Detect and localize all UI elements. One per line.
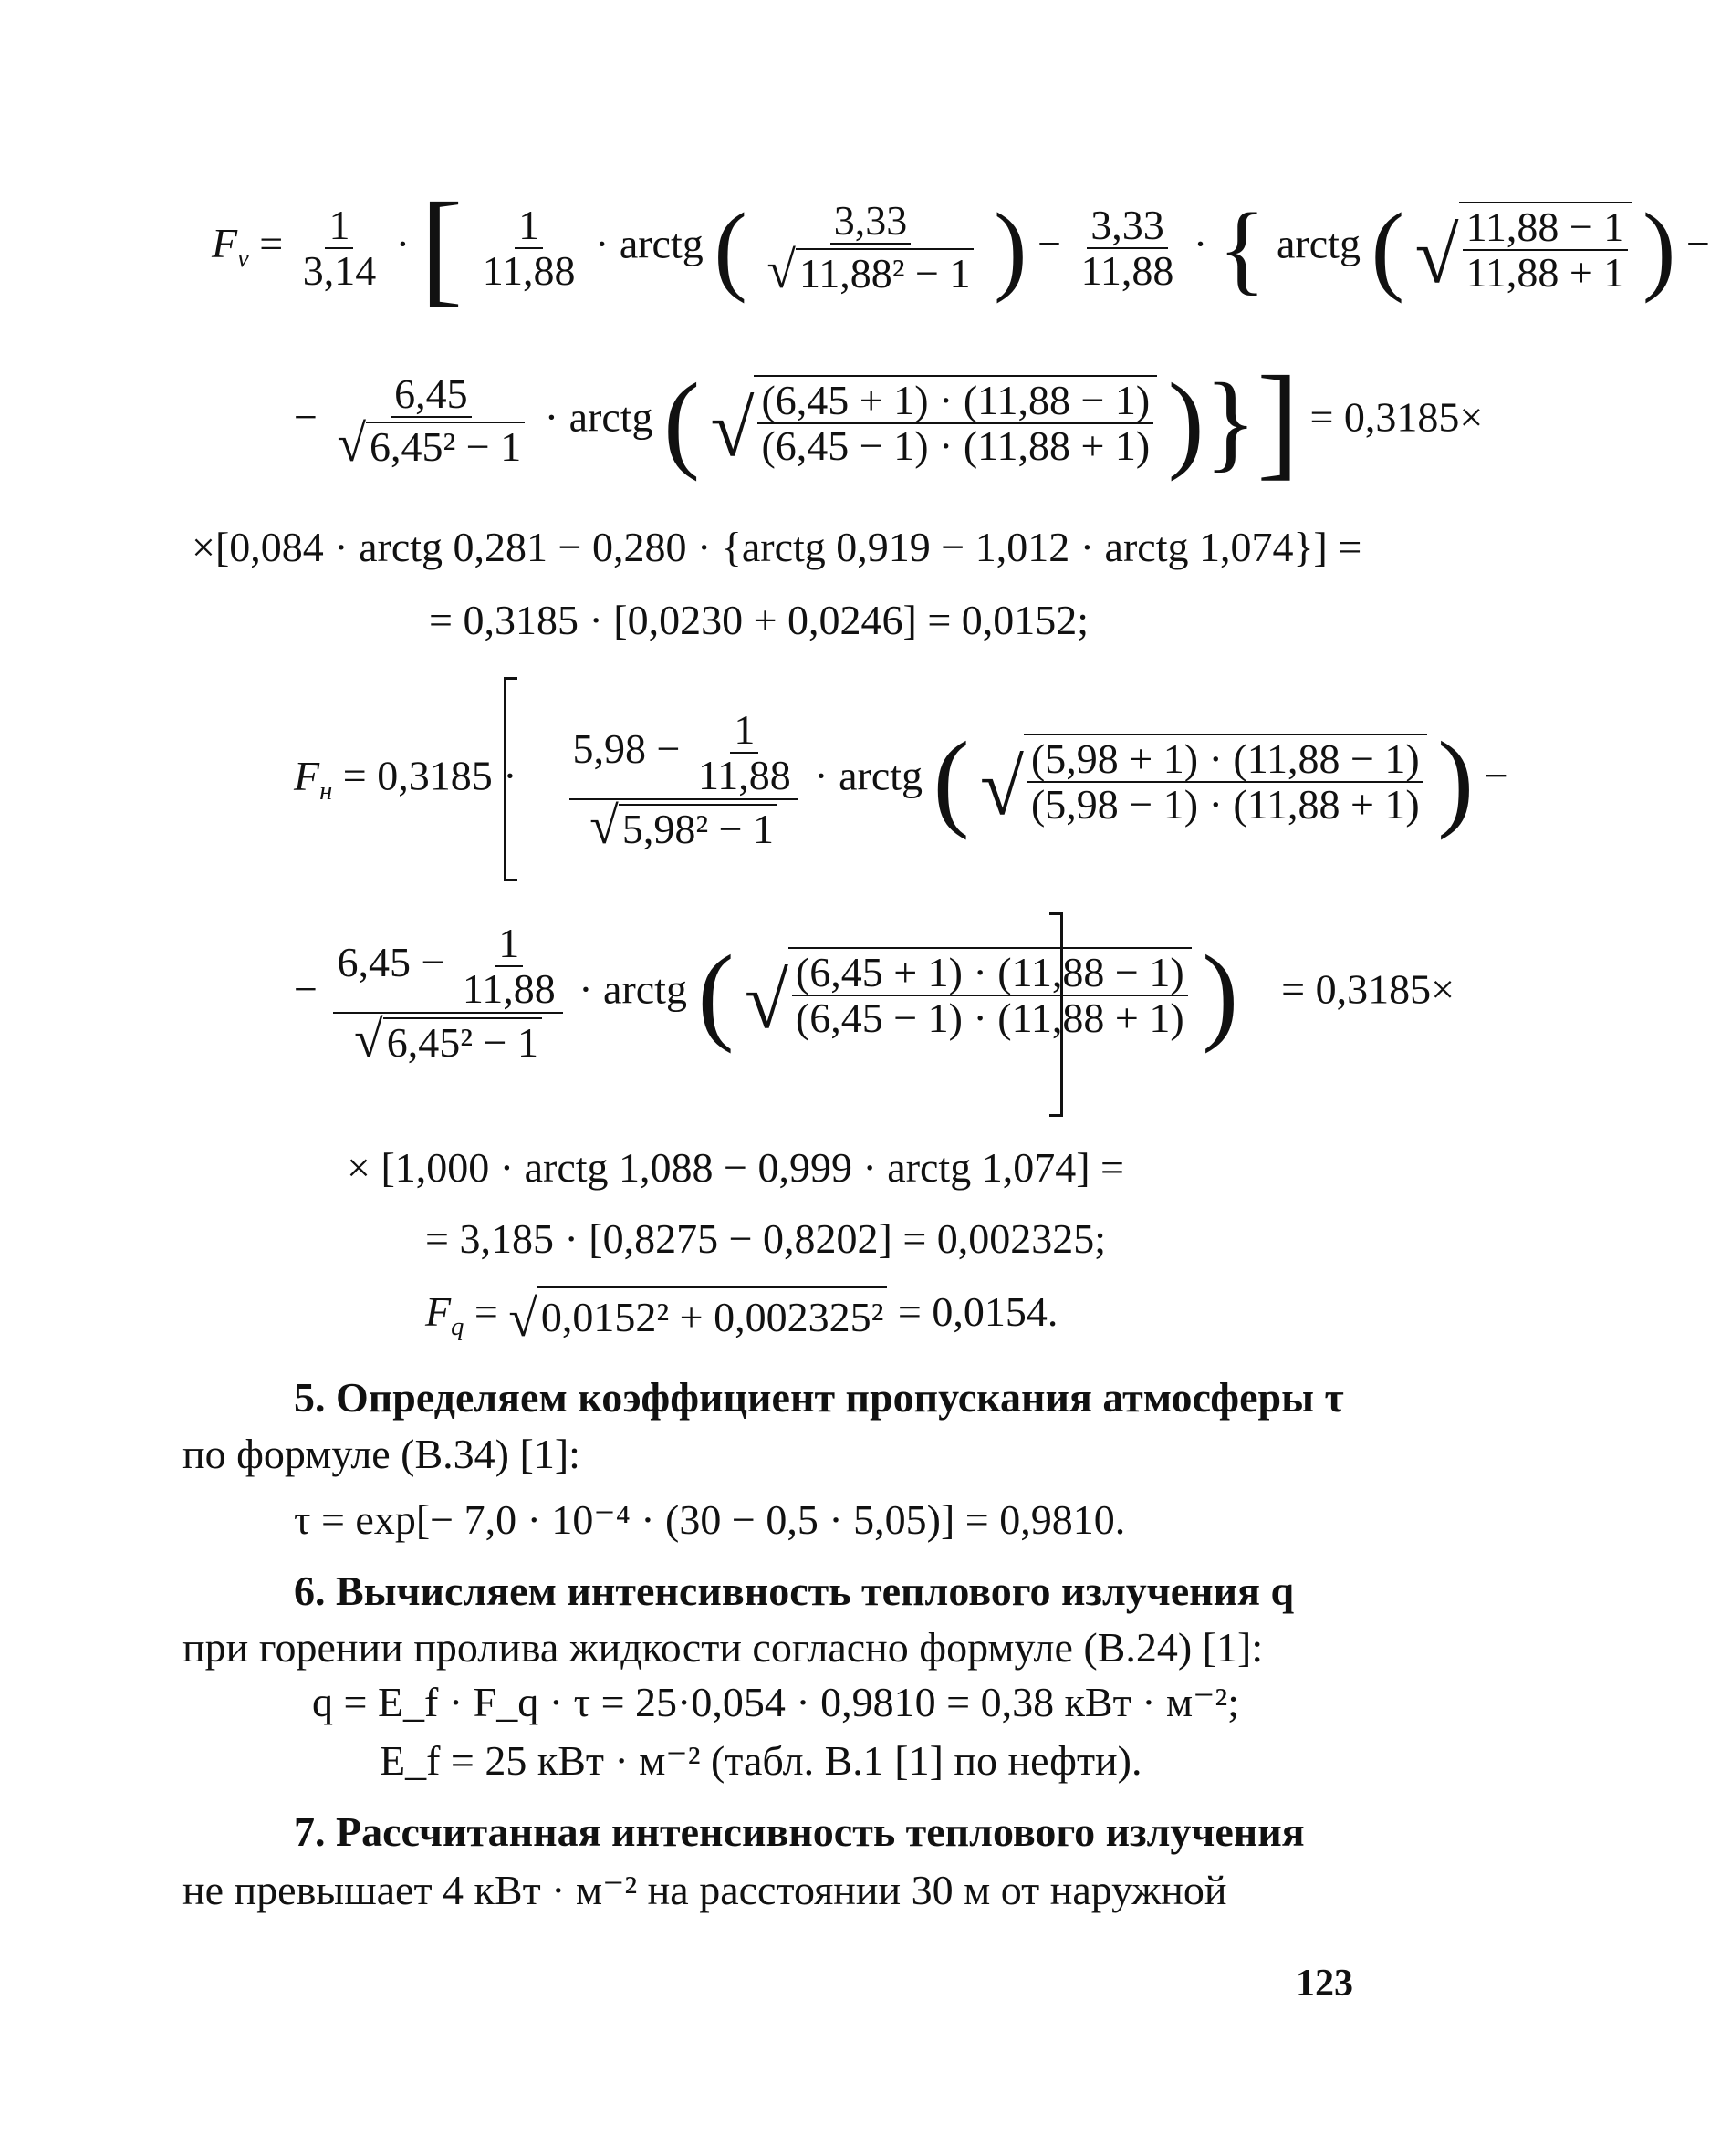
arctg-label: arctg (619, 220, 704, 267)
frac-5-98: 5,98 − $\frac{1}{11,88}$ √5,98² − 1 (569, 708, 798, 852)
frac-3-33-over-root: $\frac{3,33}{\text{√11,88² − 1}}$ (763, 199, 977, 297)
arctg-label: arctg (839, 752, 923, 799)
result-1: = 0,3185× (1309, 393, 1484, 441)
formula-line3: ×[0,084 · arctg 0,281 − 0,280 · {arctg 0,919 − 1,012 · arctg 1,074}] = (192, 524, 1362, 570)
formula-line8: = 3,185 · [0,8275 − 0,8202] = 0,002325; (425, 1215, 1107, 1262)
paragraph-7-line1: 7. Рассчитанная интенсивность теплового излучения (294, 1808, 1305, 1855)
frac-1-over-11-88: $\frac{1}{11,88}$ (482, 201, 576, 294)
paragraph-5-line2: по формуле (В.34) [1]: (182, 1431, 580, 1477)
sqrt-11-88: √ $\frac{11,88 - 1}{11,88 + 1}$ (1415, 202, 1632, 296)
result-2: = 0,3185× (1281, 965, 1455, 1013)
formula-fh-line2: − 6,45 − $\frac{1}{11,88}$ √6,45² − 1 · arctg ( √ $\frac{(6,45 + 1) \cdot (11,88 - 1)}{(6,45 - 1) \cdot (11,88 + 1)}$ ) = 0,3185× (294, 920, 1455, 1068)
frac-1-over-3-14: $\frac{1}{3,14}$ (302, 201, 377, 294)
arctg-label: arctg (568, 393, 653, 441)
sqrt-6-45-b: √ $\frac{(6,45 + 1) \cdot (11,88 - 1)}{(6,45 - 1) \cdot (11,88 + 1)}$ (745, 947, 1192, 1041)
page-number: 123 (1296, 1963, 1353, 2005)
formula-line7: × [1,000 · arctg 1,088 − 0,999 · arctg 1,074] = (347, 1144, 1124, 1191)
paragraph-7-line2: не превышает 4 кВт · м⁻² на расстоянии 30 м от наружной (182, 1867, 1227, 1913)
frac-6-45-over-root: $\frac{6,45}{\text{√6,45² − 1}}$ (333, 372, 528, 471)
sqrt-6-45: √ $\frac{(6,45 + 1) \cdot (11,88 - 1)}{(6,45 - 1) \cdot (11,88 + 1)}$ (710, 375, 1157, 469)
fh-symbol: $F_н$ (294, 752, 333, 806)
formula-ef: E_f = 25 кВт · м⁻² (табл. В.1 [1] по нефти). (380, 1737, 1142, 1784)
formula-q: q = E_f · F_q · τ = 25·0,054 · 0,9810 = 0,38 кВт · м⁻²; (312, 1679, 1239, 1725)
formula-fv-line1: $F_v$ = $\frac{1}{3,14}$ · [ $\frac{1}{11,88}$ · arctg ( $\frac{3,33}{\text{√11,88² − 1}}$ ) − $\frac{3,33}{11,88}$ · { arctg ( √ $\frac{11,88 - 1}{11,88 + 1}$ ) − (212, 176, 1710, 318)
formula-fv-line2: − $\frac{6,45}{\text{√6,45² − 1}}$ · arctg ( √ $\frac{(6,45 + 1) \cdot (11,88 - 1)}{(6,45 - 1) \cdot (11,88 + 1)}$ )}] = 0,3185× (294, 349, 1484, 492)
sqrt-5-98: √ $\frac{(5,98 + 1) \cdot (11,88 - 1)}{(5,98 - 1) \cdot (11,88 + 1)}$ (980, 734, 1427, 828)
formula-line4: = 0,3185 · [0,0230 + 0,0246] = 0,0152; (429, 597, 1090, 643)
frac-3-33-over-11-88: $\frac{3,33}{11,88}$ (1080, 201, 1174, 294)
formula-fh-line1: $F_н = 0,3185$ · 5,98 − $\frac{1}{11,88}$ √5,98² − 1 · arctg ( √ $\frac{(5,98 + 1) \cdot (11,88 - 1)}{(5,98 - 1) \cdot (11,88 + 1)}$ ) − (294, 706, 1508, 855)
arctg-label: arctg (603, 965, 687, 1013)
frac-6-45-b: 6,45 − $\frac{1}{11,88}$ √6,45² − 1 (333, 922, 562, 1066)
formula-tau: τ = exp[− 7,0 · 10⁻⁴ · (30 − 0,5 · 5,05)] = 0,9810. (294, 1496, 1126, 1543)
sqrt-fq: √ 0,0152² + 0,002325² (508, 1286, 887, 1345)
paragraph-5-line1: 5. Определяем коэффициент пропускания атмосферы τ (294, 1374, 1344, 1421)
paragraph-6-line1: 6. Вычисляем интенсивность теплового излучения q (294, 1568, 1295, 1614)
paragraph-6-line2: при горении пролива жидкости согласно формуле (В.24) [1]: (182, 1624, 1264, 1671)
formula-fq: $F_q$ = √ 0,0152² + 0,002325² = 0,0154. (425, 1288, 1058, 1348)
fv-symbol: $F_v$ (212, 220, 249, 274)
arctg-label: arctg (1277, 220, 1361, 267)
